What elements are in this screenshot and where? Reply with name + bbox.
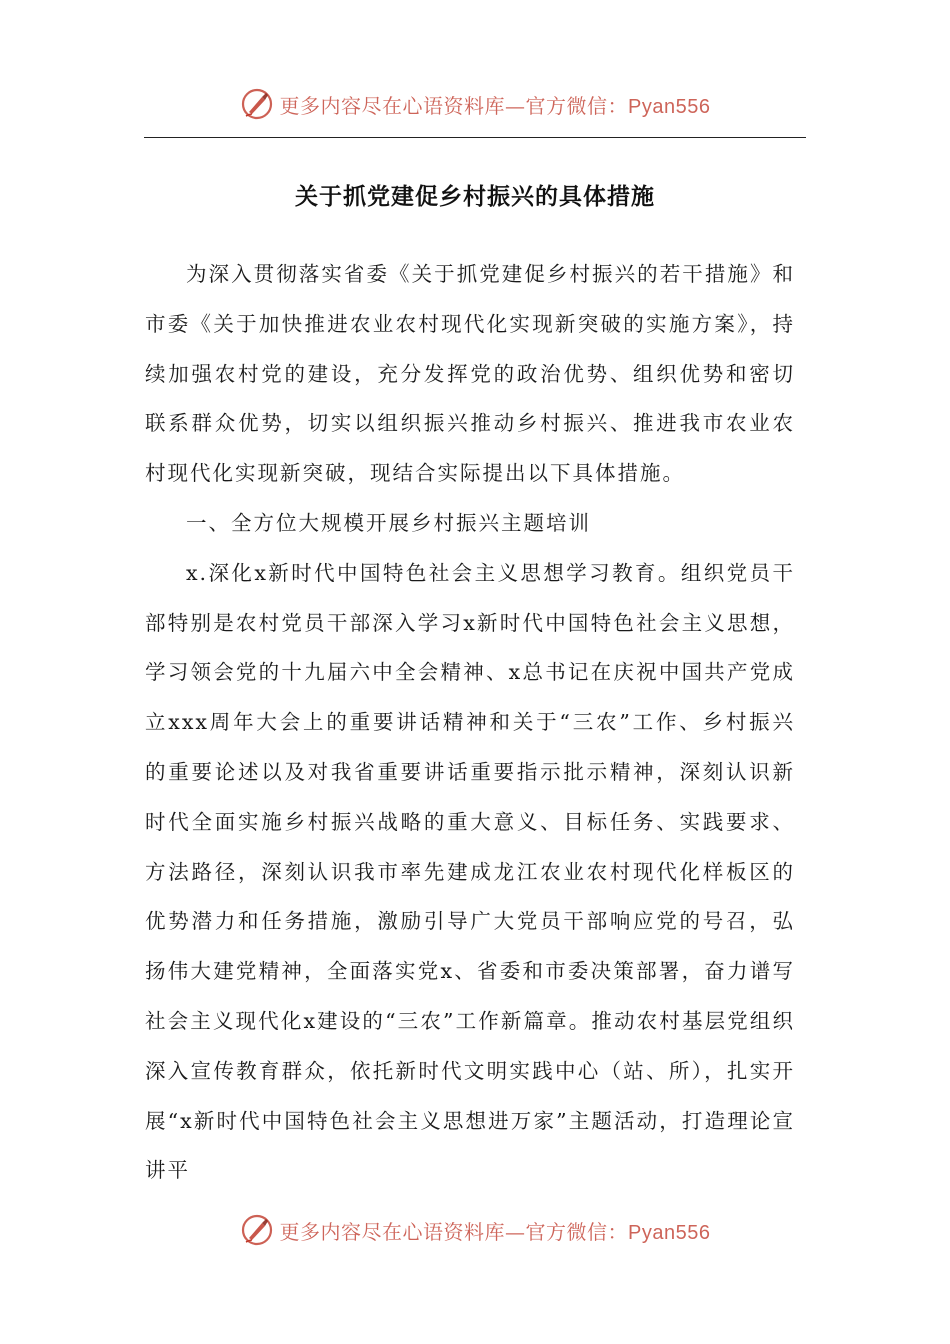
fountain-pen-logo-icon bbox=[240, 87, 274, 121]
paragraph-item-1: x.深化x新时代中国特色社会主义思想学习教育。组织党员干部特别是农村党员干部深入学习x新时代中国特色社会主义思想，学习领会党的十九届六中全会精神、x总书记在庆祝中国共产党成立xxx周年大会上的重要讲话精神和关于“三农”工作、乡村振兴的重要论述以及对我省重要讲话重要指示批示精神，深刻认识新时代全面实施乡村振兴战略的重大意义、目标任务、实践要求、方法路径，深刻认识我市率先建成龙江农业农村现代化样板区的优势潜力和任务措施，激励引导广大党员干部响应党的号召，弘扬伟大建党精神，全面落实党x、省委和市委决策部署，奋力谱写社会主义现代化x建设的“三农”工作新篇章。推动农村基层党组织深入宣传教育群众，依托新时代文明实践中心（站、所），扎实开展“x新时代中国特色社会主义思想进万家”主题活动，打造理论宣讲平 bbox=[145, 560, 795, 1183]
watermark-separator: — bbox=[505, 1219, 526, 1244]
paragraph-intro: 为深入贯彻落实省委《关于抓党建促乡村振兴的若干措施》和市委《关于加快推进农业农村现代化实现新突破的实施方案》，持续加强农村党的建设，充分发挥党的政治优势、组织优势和密切联系群众优势，切实以组织振兴推动乡村振兴、推进我市农业农村现代化实现新突破，现结合实际提出以下具体措施。 bbox=[145, 262, 795, 486]
watermark-text bbox=[280, 1216, 711, 1245]
section-heading: 一、全方位大规模开展乡村振兴主题培训 bbox=[186, 510, 591, 535]
watermark-text bbox=[280, 90, 711, 119]
fountain-pen-logo-icon bbox=[240, 1213, 274, 1247]
watermark-wechat-id: Pyan556 bbox=[628, 1221, 711, 1244]
footer-watermark bbox=[0, 1210, 950, 1250]
watermark-wechat-label: 官方微信： bbox=[525, 93, 629, 118]
header-divider bbox=[144, 137, 806, 138]
watermark-main-text: 更多内容尽在心语资料库 bbox=[279, 93, 506, 118]
watermark-wechat-label: 官方微信： bbox=[525, 1219, 629, 1244]
watermark-wechat-id: Pyan556 bbox=[628, 95, 711, 118]
document-body bbox=[145, 250, 795, 1196]
header-watermark bbox=[0, 84, 950, 124]
watermark-separator: — bbox=[505, 93, 526, 118]
watermark-main-text: 更多内容尽在心语资料库 bbox=[279, 1219, 506, 1244]
document-title: 关于抓党建促乡村振兴的具体措施 bbox=[295, 183, 655, 210]
